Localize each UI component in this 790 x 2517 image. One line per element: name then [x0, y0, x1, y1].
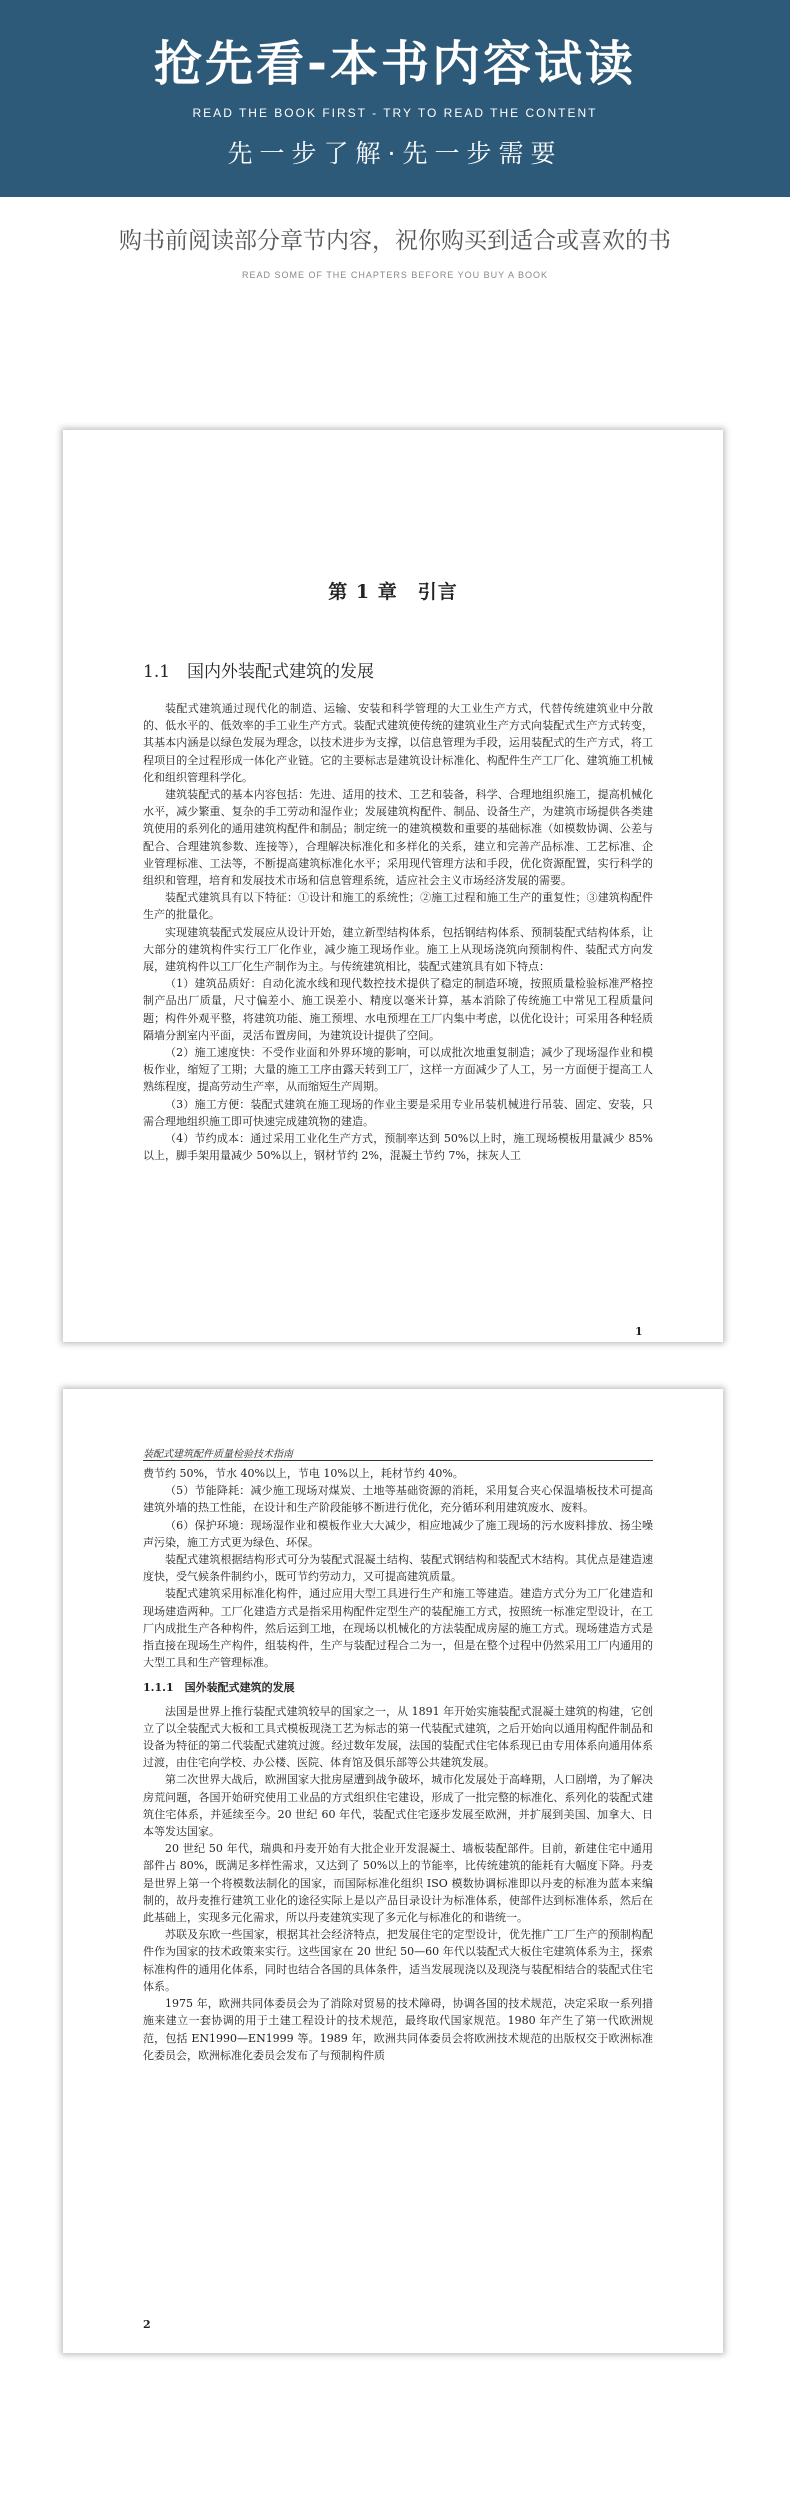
paragraph: （1）建筑品质好：自动化流水线和现代数控技术提供了稳定的制造环境，按照质量检验标准严格控制产品出厂质量，尺寸偏差小、施工误差小、精度以毫米计算，基本消除了传统施工中常见工程质量问题；构件外观平整，将建筑功能、施工预埋、水电预埋在工厂内集中考虑，以优化设计；可采用各种轻质隔墙分割室内平面，灵活布置房间，为建筑设计提供了空间。: [143, 977, 653, 1042]
paragraph: 建筑装配式的基本内容包括：先进、适用的技术、工艺和装备，科学、合理地组织施工，提高机械化水平，减少繁重、复杂的手工劳动和湿作业；发展建筑构配件、制品、设备生产，为建筑市场提供各类建筑使用的系列化的通用建筑构配件和制品；制定统一的建筑模数和重要的基础标准（如模数协调、公差与配合、合理建筑参数、连接等），合理解决标准化和多样化的关系，建立和完善产品标准、工艺标准、企业管理标准、工法等，不断提高建筑标准化水平；采用现代管理方法和手段，优化资源配置，实行科学的组织和管理，培育和发展技术市场和信息管理系统，适应社会主义市场经济发展的需要。: [143, 788, 653, 888]
paragraph: 法国是世界上推行装配式建筑较早的国家之一，从 1891 年开始实施装配式混凝土建筑的构建，它创立了以全装配式大板和工具式模板现浇工艺为标志的第一代装配式建筑，之后开始向以通用构配件制品和设备为特征的第二代装配式建筑过渡。经过数年发展，法国的装配式住宅体系现已由专用体系向通用体系过渡，由住宅向学校、办公楼、医院、体育馆及俱乐部等公共建筑发展。: [143, 1704, 653, 1770]
paragraph: 第二次世界大战后，欧洲国家大批房屋遭到战争破坏，城市化发展处于高峰期，人口剧增，为了解决房荒问题，各国开始研究使用工业品的方式组织住宅建设，形成了一批完整的标准化、系列化的装配式建筑住宅体系，并延续至今。20 世纪 60 年代，装配式住宅逐步发展至欧洲，并扩展到美国、加拿大、日本等发达国家。: [143, 1773, 653, 1839]
paragraph: 装配式建筑通过现代化的制造、运输、安装和科学管理的大工业生产方式，代替传统建筑业中分散的、低水平的、低效率的手工业生产方式。装配式建筑使传统的建筑业生产方式向装配式生产方式转变，其基本内涵是以绿色发展为理念，以技术进步为支撑，以信息管理为手段，运用装配式的生产方式，将工程项目的全过程形成一体化产业链。它的主要标志是建筑设计标准化、构配件生产工厂化、建筑施工机械化和组织管理科学化。: [143, 702, 653, 784]
header-rule: [143, 1460, 653, 1461]
paragraph: 苏联及东欧一些国家，根据其社会经济特点，把发展住宅的定型设计，优先推广工厂生产的预制构配件作为国家的技术政策来实行。这些国家在 20 世纪 50—60 年代以装配式大板住宅建筑体系为主，探索标准构件的通用化体系，同时也结合各国的具体条件，适当发展现浇以及现浇与装配相结合的装配式住宅体系。: [143, 1928, 653, 1993]
paragraph: （6）保护环境：现场湿作业和模板作业大大减少，相应地减少了施工现场的污水废料排放、扬尘噪声污染，施工方式更为绿色、环保。: [143, 1518, 653, 1549]
page-number: 1: [635, 1325, 643, 1338]
subsection-title: 1.1.1 国外装配式建筑的发展: [143, 1681, 295, 1695]
section-title: 1.1 国内外装配式建筑的发展: [143, 662, 375, 682]
running-head: 装配式建筑配件质量检验技术指南: [143, 1449, 293, 1460]
banner-subtitle: READ THE BOOK FIRST - TRY TO READ THE CONTENT: [192, 106, 598, 120]
paragraph: 20 世纪 50 年代，瑞典和丹麦开始有大批企业开发混凝土、墙板装配部件。目前，新建住宅中通用部件占 80%，既满足多样性需求，又达到了 50%以上的节能率，比传统建筑的能耗有大幅度下降。丹麦是世界上第一个将模数法制化的国家，而国际标准化组织 ISO 模数协调标准即以丹麦的标准为蓝本来编制的，故丹麦推行建筑工业化的途径实际上是以产品目录设计为标准体系，使部件达到标准体系，然后在此基础上，实现多元化需求，所以丹麦建筑实现了多元化与标准化的和谐统一。: [143, 1842, 653, 1925]
paragraph: （4）节约成本：通过采用工业化生产方式，预制率达到 50%以上时，施工现场模板用量减少 85%以上，脚手架用量减少 50%以上，钢材节约 2%，混凝土节约 7%，抹灰人工: [143, 1132, 653, 1163]
paragraph: 装配式建筑根据结构形式可分为装配式混凝土结构、装配式钢结构和装配式木结构。其优点是建造速度快，受气候条件制约小，既可节约劳动力，又可提高建筑质量。: [143, 1553, 653, 1584]
book-page-2: [63, 1389, 723, 2353]
paragraph: （5）节能降耗：减少施工现场对煤炭、土地等基础资源的消耗，采用复合夹心保温墙板技术可提高建筑外墙的热工性能，在设计和生产阶段能够不断进行优化，充分循环利用建筑废水、废料。: [143, 1484, 653, 1515]
paragraph: 实现建筑装配式发展应从设计开始，建立新型结构体系，包括钢结构体系、预制装配式结构体系，让大部分的建筑构件实行工厂化作业，减少施工现场作业。施工上从现场浇筑向预制构件、装配式方向发展，建筑构件以工厂化生产制作为主。与传统建筑相比，装配式建筑具有如下特点：: [143, 925, 653, 974]
paragraph: （3）施工方便：装配式建筑在施工现场的作业主要是采用专业吊装机械进行吊装、固定、安装，只需合理地组织施工即可快速完成建筑物的建造。: [143, 1097, 653, 1128]
paragraph: 1975 年，欧洲共同体委员会为了消除对贸易的技术障碍，协调各国的技术规范，决定采取一系列措施来建立一套协调的用于土建工程设计的技术规范，最终取代国家规范。1980 年产生了第一代欧洲规范，包括 EN1990—EN1999 等。1989 年，欧洲共同体委员会将欧洲技术规范的出版权交于欧洲标准化委员会，欧洲标准化委员会发布了与预制构件质: [143, 1997, 653, 2062]
banner-title: 抢先看-本书内容试读: [154, 36, 636, 92]
book-page-1: [63, 430, 723, 1342]
page-1-body: [143, 700, 653, 1164]
intro-text-en: READ SOME OF THE CHAPTERS BEFORE YOU BUY A BOOK: [241, 270, 549, 280]
intro-text: 购书前阅读部分章节内容，祝你购买到适合或喜欢的书: [119, 228, 671, 254]
page-number: 2: [143, 2318, 151, 2331]
paragraph: 装配式建筑具有以下特征：①设计和施工的系统性；②施工过程和施工生产的重复性；③建筑构配件生产的批量化。: [143, 891, 653, 922]
page-2-body: [143, 1465, 653, 2064]
header-banner: [0, 0, 790, 197]
paragraph: （2）施工速度快：不受作业面和外界环境的影响，可以成批次地重复制造；减少了现场湿作业和模板作业，缩短了工期；大量的施工工序由露天转到工厂，这样一方面减少了人工，另一方面便于提高工人熟练程度，提高劳动生产率，从而缩短生产周期。: [143, 1046, 653, 1094]
banner-slogan: 先一步了解·先一步需要: [227, 139, 563, 168]
chapter-title: 第 1 章 引言: [328, 581, 458, 603]
paragraph: 装配式建筑采用标准化构件，通过应用大型工具进行生产和施工等建造。建造方式分为工厂化建造和现场建造两种。工厂化建造方式是指采用构配件定型生产的装配施工方式，按照统一标准定型设计，在工厂内成批生产各种构件，然后运到工地，在现场以机械化的方法装配成房屋的施工方式。现场建造方式是指直接在现场生产构件，组装构件，生产与装配过程合二为一，但是在整个过程中仍然采用工厂内通用的大型工具和生产管理标准。: [143, 1587, 653, 1670]
paragraph-continued: 费节约 50%，节水 40%以上，节电 10%以上，耗材节约 40%。: [143, 1467, 464, 1480]
